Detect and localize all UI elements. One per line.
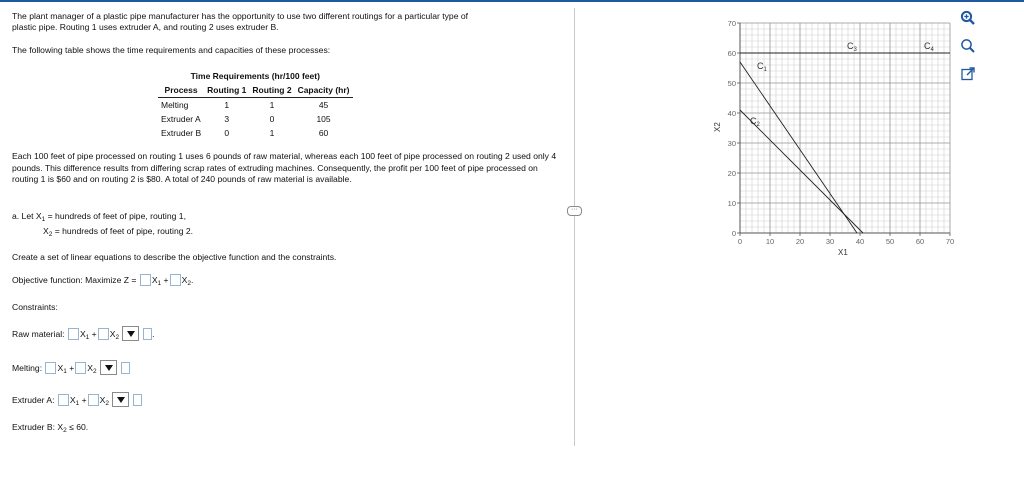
table-intro: The following table shows the time requirements and capacities of these processes:: [12, 45, 331, 55]
constraint-line-c2: [740, 110, 863, 233]
extA-inequality-dropdown[interactable]: [112, 392, 129, 407]
y-tick-label: 10: [727, 199, 736, 208]
col-header-capacity: Capacity (hr): [295, 83, 353, 98]
table-cell: 3: [224, 114, 230, 124]
table-row: [158, 98, 353, 113]
y-tick-label: 30: [727, 139, 736, 148]
time-requirements-table: [158, 69, 353, 140]
melting-inequality-dropdown[interactable]: [100, 360, 117, 375]
table-row: [158, 126, 353, 140]
objective-row: Objective function: Maximize $Z = X_1 + X_2$.: [12, 275, 194, 287]
extA-x1-coef-input[interactable]: [58, 394, 69, 406]
y-axis-label: X2: [713, 122, 722, 132]
x-tick-label: 30: [825, 237, 835, 246]
table-row: [158, 112, 353, 126]
table-cell: Extruder B: [161, 128, 202, 138]
constraints-label: Constraints:: [12, 302, 58, 312]
melting-x2-coef-input[interactable]: [75, 362, 86, 374]
y-tick-label: 60: [727, 49, 736, 58]
table-cell: 45: [318, 100, 329, 110]
problem-paragraph: Each 100 feet of pipe processed on routing 1 uses 6 pounds of raw material, whereas each 100 feet of pipe processed on routing 2 used only 4 pounds. This difference results from differing scrap rates of extruding machines. Consequently, the profit per 100 feet of pipe processed on routing 1 is $60 and on routing 2 is $80. A total of 240 pounds of raw material is available.: [12, 151, 557, 184]
extA-rhs-input[interactable]: [133, 394, 142, 406]
lp-graph: [700, 14, 958, 264]
table-cell: 0: [269, 114, 275, 124]
col-header-routing-1: Routing 1: [204, 83, 249, 98]
extruder-a-row: Extruder A: $X_1 + X_2$: [12, 392, 142, 407]
curve-label-c1: $C_1$: [757, 61, 767, 73]
table-cell: 0: [224, 128, 230, 138]
y-tick-label: 70: [727, 19, 736, 28]
melting-row: Melting: $X_1 + X_2$: [12, 360, 130, 375]
objective-x1-coef-input[interactable]: [140, 274, 151, 286]
raw-x1-coef-input[interactable]: [68, 328, 79, 340]
table-cell: 60: [318, 128, 329, 138]
col-header-routing-2: Routing 2: [249, 83, 294, 98]
x-tick-label: 10: [765, 237, 775, 246]
raw-inequality-dropdown[interactable]: [122, 326, 139, 341]
table-cell: 1: [269, 100, 275, 110]
x-tick-label: 40: [855, 237, 865, 246]
table-cell: 105: [316, 114, 331, 124]
extruder-b-row: Extruder B: $X_2 \le 60$.: [12, 422, 89, 434]
x-tick-label: 70: [945, 237, 955, 246]
table-cell: Extruder A: [161, 114, 201, 124]
part-a-line-1: a. Let $X_1$ = hundreds of feet of pipe, routing 1,: [12, 211, 186, 223]
intro-line-1: The plant manager of a plastic pipe manufacturer has the opportunity to use two different routings for a particular type of: [12, 11, 469, 21]
objective-x2-coef-input[interactable]: [170, 274, 181, 286]
raw-rhs-input[interactable]: [143, 328, 152, 340]
popout-icon[interactable]: [960, 66, 976, 82]
curve-label-c3: $C_3$: [847, 41, 857, 53]
melting-x1-coef-input[interactable]: [45, 362, 56, 374]
x-axis-label: X1: [838, 248, 848, 257]
zoom-in-icon[interactable]: [960, 10, 976, 26]
graph-axes: [740, 23, 950, 233]
intro-line-2: plastic pipe. Routing 1 uses extruder A, and routing 2 uses extruder B.: [12, 22, 279, 32]
panel-divider: [574, 8, 575, 446]
col-header-process: Process: [158, 83, 204, 98]
y-tick-label: 0: [731, 229, 736, 238]
y-tick-label: 20: [727, 169, 736, 178]
panel-resize-handle[interactable]: ···: [567, 206, 582, 216]
y-tick-label: 40: [727, 109, 736, 118]
curve-label-c2: $C_2$: [750, 116, 760, 128]
y-tick-label: 50: [727, 79, 736, 88]
raw-x2-coef-input[interactable]: [98, 328, 109, 340]
graph-grid-major: [740, 23, 950, 233]
curve-label-c4: $C_4$: [924, 41, 934, 53]
graph-grid: [740, 23, 950, 233]
raw-material-row: Raw material: $X_1 + X_2$ .: [12, 326, 154, 341]
constraint-line-c1: [740, 62, 857, 233]
instruction-text: Create a set of linear equations to describe the objective function and the constraints.: [12, 252, 337, 262]
melting-rhs-input[interactable]: [121, 362, 130, 374]
table-cell: 1: [269, 128, 275, 138]
x-tick-label: 60: [915, 237, 925, 246]
extA-x2-coef-input[interactable]: [88, 394, 99, 406]
part-a-line-2: $X_2$ = hundreds of feet of pipe, routing 2.: [43, 226, 194, 238]
table-cell: 1: [224, 100, 230, 110]
table-caption: Time Requirements (hr/100 feet): [190, 71, 320, 81]
table-cell: Melting: [161, 100, 189, 110]
zoom-out-icon[interactable]: [960, 38, 976, 54]
x-tick-label: 20: [795, 237, 805, 246]
x-tick-label: 0: [737, 237, 743, 246]
x-tick-label: 50: [885, 237, 895, 246]
